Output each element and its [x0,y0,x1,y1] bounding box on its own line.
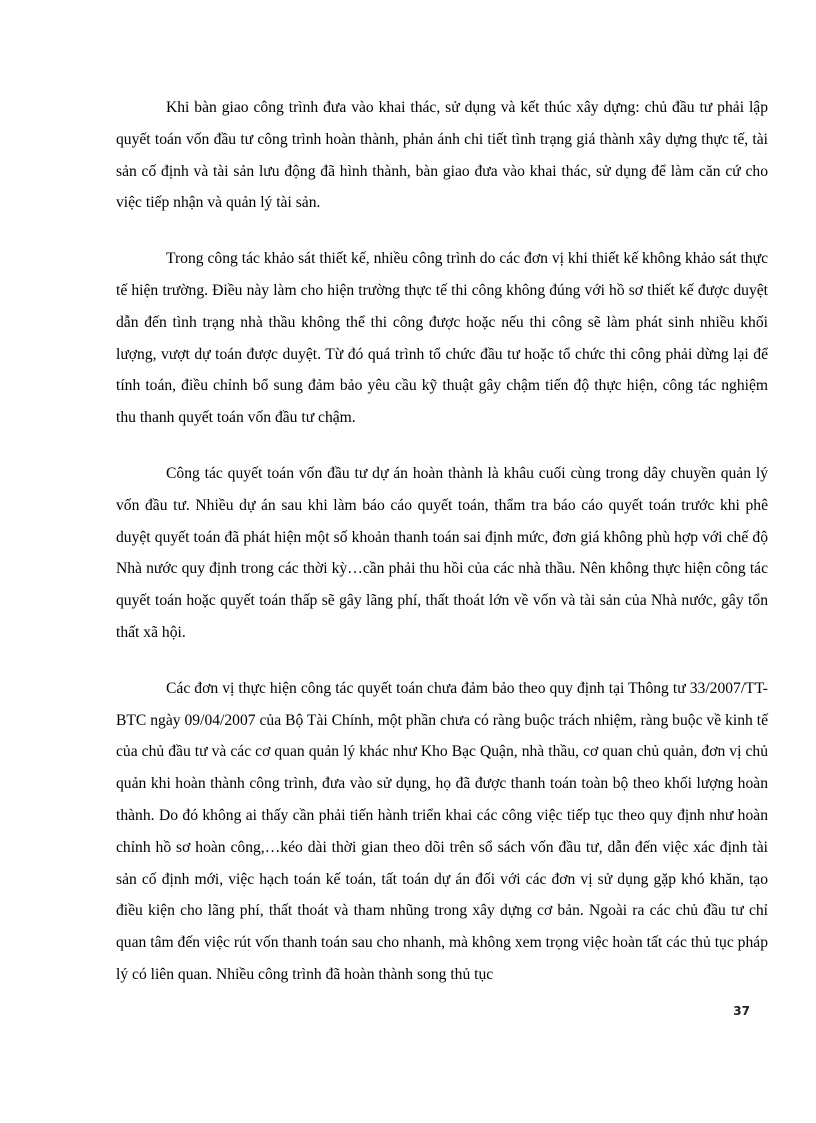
paragraph-2: Trong công tác khảo sát thiết kế, nhiều công trình do các đơn vị khi thiết kế không khảo sát thực tế hiện trường. Điều này làm cho hiện trường thực tế thi công không đúng với hồ sơ thiết kế được duyệt dẫn đến tình trạng nhà thầu không thể thi công được hoặc nếu thi công sẽ làm phát sinh nhiều khối lượng, vượt dự toán được duyệt. Từ đó quá trình tổ chức đầu tư hoặc tổ chức thi công phải dừng lại để tính toán, điều chỉnh bổ sung đảm bảo yêu cầu kỹ thuật gây chậm tiến độ thực hiện, công tác nghiệm thu thanh quyết toán vốn đầu tư chậm. [116,250,768,427]
paragraph-1: Khi bàn giao công trình đưa vào khai thác, sử dụng và kết thúc xây dựng: chủ đầu tư phải lập quyết toán vốn đầu tư công trình hoàn thành, phản ánh chi tiết tình trạng giá thành xây dựng thực tế, tài sản cố định và tài sản lưu động đã hình thành, bàn giao đưa vào khai thác, sử dụng để làm căn cứ cho việc tiếp nhận và quản lý tài sản. [116,99,768,212]
page-number: 37 [733,1004,750,1018]
paragraph-3: Công tác quyết toán vốn đầu tư dự án hoàn thành là khâu cuối cùng trong dây chuyền quản lý vốn đầu tư. Nhiều dự án sau khi làm báo cáo quyết toán, thẩm tra báo cáo quyết toán trước khi phê duyệt quyết toán đã phát hiện một số khoản thanh toán sai định mức, đơn giá không phù hợp với chế độ Nhà nước quy định trong các thời kỳ…cần phải thu hồi của các nhà thầu. Nên không thực hiện công tác quyết toán hoặc quyết toán thấp sẽ gây lãng phí, thất thoát lớn về vốn và tài sản của Nhà nước, gây tổn thất xã hội. [116,464,768,641]
page-body [116,92,768,1015]
paragraph-4: Các đơn vị thực hiện công tác quyết toán chưa đảm bảo theo quy định tại Thông tư 33/2007/TT-BTC ngày 09/04/2007 của Bộ Tài Chính, một phần chưa có ràng buộc trách nhiệm, ràng buộc về kinh tế của chủ đầu tư và các cơ quan quản lý khác như Kho Bạc Quận, nhà thầu, cơ quan chủ quản, đơn vị chủ quản khi hoàn thành công trình, đưa vào sử dụng, họ đã được thanh toán toàn bộ theo khối lượng hoàn thành. Do đó không ai thấy cần phải tiến hành triển khai các công việc tiếp tục theo quy định như hoàn chỉnh hồ sơ hoàn công,…kéo dài thời gian theo dõi trên sổ sách vốn đầu tư, dẫn đến việc xác định tài sản cố định mới, việc hạch toán kế toán, tất toán dự án đối với các đơn vị sử dụng gặp khó khăn, tạo điều kiện cho lãng phí, thất thoát và tham nhũng trong xây dựng cơ bản. Ngoài ra các chủ đầu tư chỉ quan tâm đến việc rút vốn thanh toán sau cho nhanh, mà không xem trọng việc hoàn tất các thủ tục pháp lý có liên quan. Nhiều công trình đã hoàn thành song thủ tục [116,679,768,983]
